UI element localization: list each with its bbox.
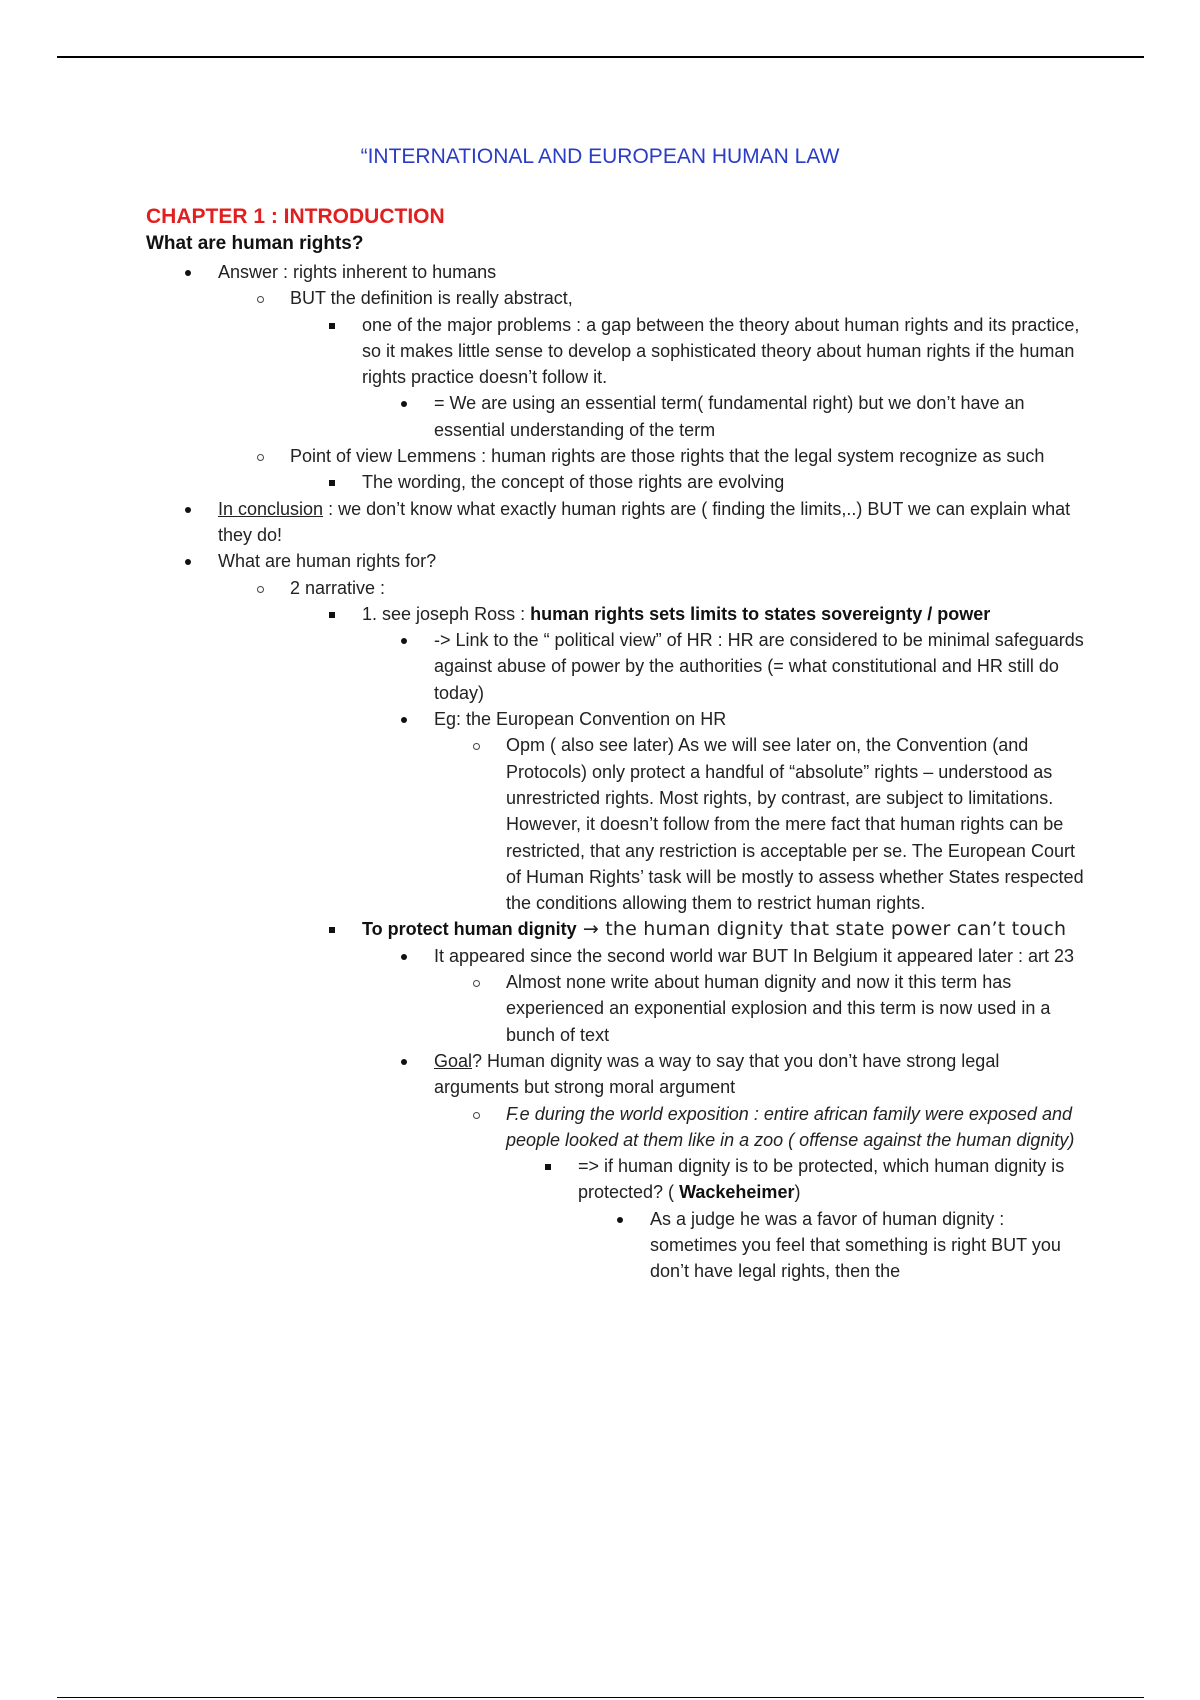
list-item [434, 627, 1086, 706]
chapter-heading: CHAPTER 1 : INTRODUCTION [146, 205, 445, 228]
list-item [362, 312, 1086, 443]
header-rule [57, 56, 1144, 58]
list-item [362, 916, 1086, 1284]
list-item [434, 706, 1086, 916]
outline-list [218, 259, 1086, 1285]
list-item-text: Opm ( also see later) As we will see later on, the Convention (and Protocols) only protect a handful of “absolute” rights – understood as unrestricted rights. Most rights, by contrast, are subject to limitations. However, it doesn’t follow from the mere fact that human rights can be restricted, that any restriction is acceptable per se. The European Court of Human Rights’ task will be mostly to assess whether States respected the conditions allowing them to restrict human rights. [506, 735, 1084, 914]
list-item-text [362, 601, 1086, 627]
ross-bold: human rights sets limits to states sovereignty / power [530, 603, 991, 624]
list-item [434, 943, 1086, 1048]
dignity-bold: To protect human dignity [362, 919, 577, 940]
which-dignity-bold: Wackeheimer [679, 1182, 795, 1203]
list-item-text: As a judge he was a favor of human dignity : sometimes you feel that something is right BUT you don’t have legal rights, then the [650, 1208, 1061, 1282]
list-item [290, 575, 1086, 1285]
document-body [146, 203, 1086, 1285]
list-item [506, 1101, 1086, 1285]
list-item-text: F.e during the world exposition : entire african family were exposed and people looked at them like in a zoo ( offense against the human dignity) [506, 1103, 1075, 1150]
list-item-text: = We are using an essential term( fundamental right) but we don’t have an essential understanding of the term [434, 393, 1025, 440]
list-item [578, 1153, 1086, 1284]
list-item-text: The wording, the concept of those rights are evolving [362, 472, 785, 493]
section-question: What are human rights? [146, 233, 364, 254]
list-item-text: -> Link to the “ political view” of HR : HR are considered to be minimal safeguards against abuse of power by the authorities (= what constitutional and HR still do today) [434, 630, 1084, 703]
list-item-text: one of the major problems : a gap between the theory about human rights and its practice, so it makes little sense to develop a sophisticated theory about human rights if the human rights practice doesn’t follow it. [362, 314, 1080, 388]
list-item [434, 390, 1086, 443]
list-item-text: It appeared since the second world war BUT In Belgium it appeared later : art 23 [434, 945, 1075, 966]
list-item-text: Eg: the European Convention on HR [434, 709, 727, 730]
list-item-text: BUT the definition is really abstract, [290, 288, 573, 309]
list-item [218, 548, 1086, 1284]
list-item-text [578, 1153, 1086, 1206]
list-item [506, 732, 1086, 916]
list-item [650, 1206, 1086, 1285]
list-item-text: Point of view Lemmens : human rights are those rights that the legal system recognize as such [290, 446, 1045, 467]
list-item-text [434, 1048, 1086, 1101]
list-item [290, 443, 1086, 496]
list-item-text: What are human rights for? [218, 551, 437, 572]
list-item [218, 496, 1086, 549]
list-item [362, 601, 1086, 917]
which-dignity-suffix: ) [794, 1182, 801, 1203]
conclusion-label: In conclusion [218, 498, 324, 519]
list-item [218, 259, 1086, 496]
ross-prefix: 1. see joseph Ross : [362, 603, 531, 624]
conclusion-text: : we don’t know what exactly human rights are ( finding the limits,..) BUT we can explain what they do! [218, 498, 1071, 545]
footer-rule [57, 1697, 1144, 1698]
list-item-text: Answer : rights inherent to humans [218, 262, 497, 282]
which-dignity-prefix: => if human dignity is to be protected, which human dignity is protected? ( [578, 1156, 1065, 1203]
dignity-rest: → the human dignity that state power can’t touch [576, 918, 1067, 941]
list-item [434, 1048, 1086, 1285]
list-item-text [362, 916, 1086, 942]
goal-text: ? Human dignity was a way to say that you don’t have strong legal arguments but strong moral argument [434, 1050, 1000, 1098]
list-item-text [218, 496, 1086, 549]
list-item-text: Almost none write about human dignity and now it this term has experienced an exponential explosion and this term is now used in a bunch of text [506, 972, 1051, 1045]
list-item [362, 469, 1086, 495]
list-item [290, 285, 1086, 443]
document-title: “INTERNATIONAL AND EUROPEAN HUMAN LAW [360, 145, 840, 168]
goal-label: Goal [434, 1050, 473, 1071]
list-item [506, 969, 1086, 1048]
list-item-text: 2 narrative : [290, 577, 386, 598]
